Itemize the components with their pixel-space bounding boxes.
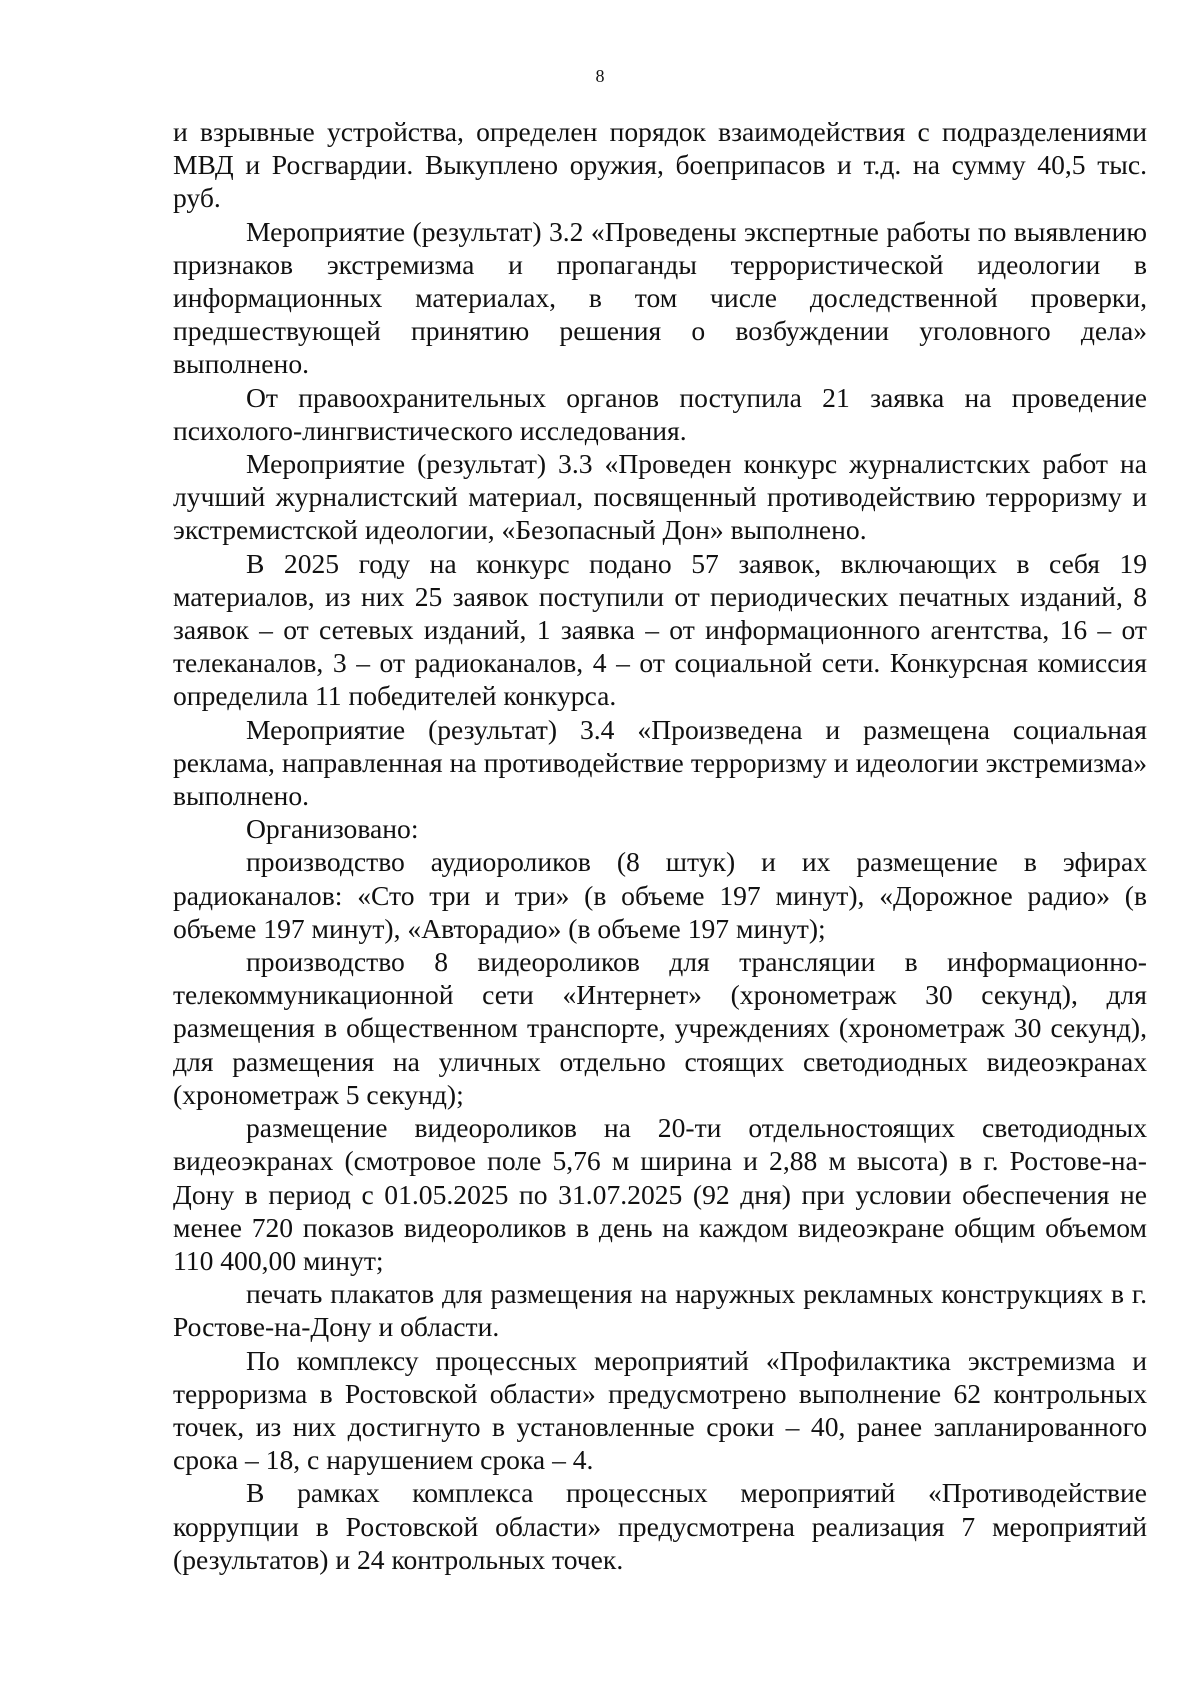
paragraph: размещение видеороликов на 20-ти отдельностоящих светодиодных видеоэкранах (смотровое поле 5,76 м ширина и 2,88 м высота) в г. Ростове-на-Дону в период с 01.05.2025 по 31.07.2025 (92 дня) при условии обеспечения не менее 720 показов видеороликов в день на каждом видеоэкране общим объемом 110 400,00 минут; — [173, 1112, 1147, 1276]
paragraph: От правоохранительных органов поступила 21 заявка на проведение психолого-лингвистического исследования. — [173, 381, 1147, 446]
paragraph: Мероприятие (результат) 3.2 «Проведены экспертные работы по выявлению признаков экстремизма и пропаганды террористической идеологии в информационных материалах, в том числе доследственной проверки, предшествующей принятию решения о возбуждении уголовного дела» выполнено. — [173, 215, 1147, 380]
paragraph: Организовано: — [246, 813, 419, 845]
paragraph: В рамках комплекса процессных мероприятий «Противодействие коррупции в Ростовской области» предусмотрена реализация 7 мероприятий (результатов) и 24 контрольных точек. — [173, 1477, 1147, 1575]
paragraph: По комплексу процессных мероприятий «Профилактика экстремизма и терроризма в Ростовской области» предусмотрено выполнение 62 контрольных точек, из них достигнуто в установленные сроки – 40, ранее запланированного срока – 18, с нарушением срока – 4. — [173, 1344, 1147, 1476]
paragraph: Мероприятие (результат) 3.4 «Произведена и размещена социальная реклама, направленная на противодействие терроризму и идеологии экстремизма» выполнено. — [173, 713, 1147, 812]
document-body — [173, 115, 1147, 1576]
paragraph: производство аудиороликов (8 штук) и их размещение в эфирах радиоканалов: «Сто три и три» (в объеме 197 минут), «Дорожное радио» (в объеме 197 минут), «Авторадио» (в объеме 197 минут); — [173, 846, 1147, 944]
paragraph: и взрывные устройства, определен порядок взаимодействия с подразделениями МВД и Росгвардии. Выкуплено оружия, боеприпасов и т.д. на сумму 40,5 тыс. руб. — [173, 116, 1147, 214]
paragraph: печать плакатов для размещения на наружных рекламных конструкциях в г. Ростове-на-Дону и области. — [173, 1278, 1147, 1343]
paragraph: Мероприятие (результат) 3.3 «Проведен конкурс журналистских работ на лучший журналистский материал, посвященный противодействию терроризму и экстремистской идеологии, «Безопасный Дон» выполнено. — [173, 448, 1147, 546]
paragraph: производство 8 видеороликов для трансляции в информационно-телекоммуникационной сети «Интернет» (хронометраж 30 секунд), для размещения в общественном транспорте, учреждениях (хронометраж 30 секунд), для размещения на уличных отдельно стоящих светодиодных видеоэкранах (хронометраж 5 секунд); — [173, 946, 1147, 1110]
paragraph: В 2025 году на конкурс подано 57 заявок, включающих в себя 19 материалов, из них 25 заявок поступили от периодических печатных изданий, 8 заявок – от сетевых изданий, 1 заявка – от информационного агентства, 16 – от телеканалов, 3 – от радиоканалов, 4 – от социальной сети. Конкурсная комиссия определила 11 победителей конкурса. — [173, 547, 1147, 712]
page-number: 8 — [595, 66, 605, 86]
